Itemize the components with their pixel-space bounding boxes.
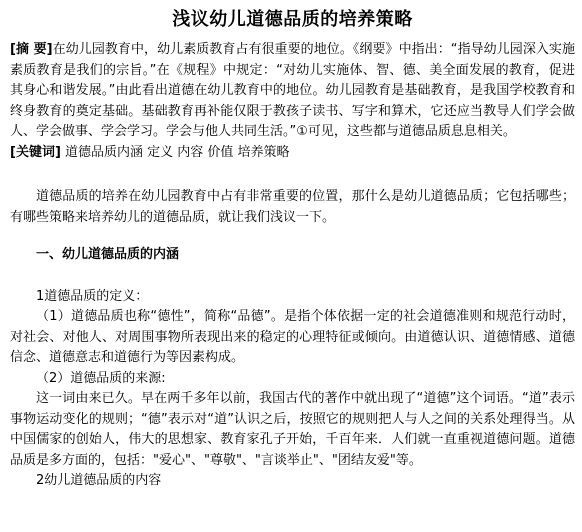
spacer xyxy=(10,228,575,245)
content-title: 2幼儿道德品质的内容 xyxy=(36,473,162,488)
keywords-text: 道德品质内涵 定义 内容 价值 培养策略 xyxy=(60,144,290,160)
section-heading: 一、幼儿道德品质的内涵 xyxy=(36,247,180,262)
definition-title: 1道德品质的定义： xyxy=(36,288,149,304)
document xyxy=(10,6,575,492)
keywords-label: [关键词] xyxy=(10,144,61,160)
intro-paragraph: 道德品质的培养在幼儿园教育中占有非常重要的位置，那什么是幼儿道德品质；它包括哪些；有哪些策略来培养幼儿的道德品质，就让我们浅议一下。 xyxy=(10,189,575,225)
abstract-label: [摘 要] xyxy=(10,42,53,57)
spacer xyxy=(10,266,575,287)
origin-title: （2）道德品质的来源: xyxy=(36,370,166,386)
page-title: 浅议幼儿道德品质的培养策略 xyxy=(172,9,413,30)
keywords-paragraph xyxy=(10,143,575,164)
origin-paragraph: 这一词由来已久。早在两千多年以前，我国古代的著作中就出现了“道德”这个词语。“道”表示事物运动变化的规则；“德”表示对“道”认识之后，按照它的规则把人与人之间的关系处理得当。从中国儒家的创始人，伟大的思想家、教育家孔子开始，千百年来．人们就一直重视道德问题。道德品质是多方面的，包括："爱心"、"尊敬"、"言谈举止"、"团结友爱"等。 xyxy=(10,391,575,468)
spacer xyxy=(10,163,575,187)
abstract-paragraph xyxy=(10,40,575,143)
definition-paragraph: （1）道德品质也称“德性”，简称“品德”。是指个体依据一定的社会道德准则和规范行动时，对社会、对他人、对周围事物所表现出来的稳定的心理特征或倾向。由道德认识、道德情感、道德信念、道德意志和道德行为等因素构成。 xyxy=(10,309,575,365)
abstract-text: 在幼儿园教育中，幼儿素质教育占有很重要的地位。《纲要》中指出：“指导幼儿园深入实施素质教育是我们的宗旨。”在《规程》中规定：“对幼儿实施体、智、德、美全面发展的教育，促进其身心和谐发展。”由此看出道德在幼儿教育中的地位。幼儿园教育是基础教育，是我国学校教育和终身教育的奠定基础。基础教育再补能仅限于教孩子读书、写字和算术，它还应当教导人们学会做人、学会做事、学会学习。学会与他人共同生活。”①可见，这些都与道德品质息息相关。 xyxy=(10,42,575,139)
